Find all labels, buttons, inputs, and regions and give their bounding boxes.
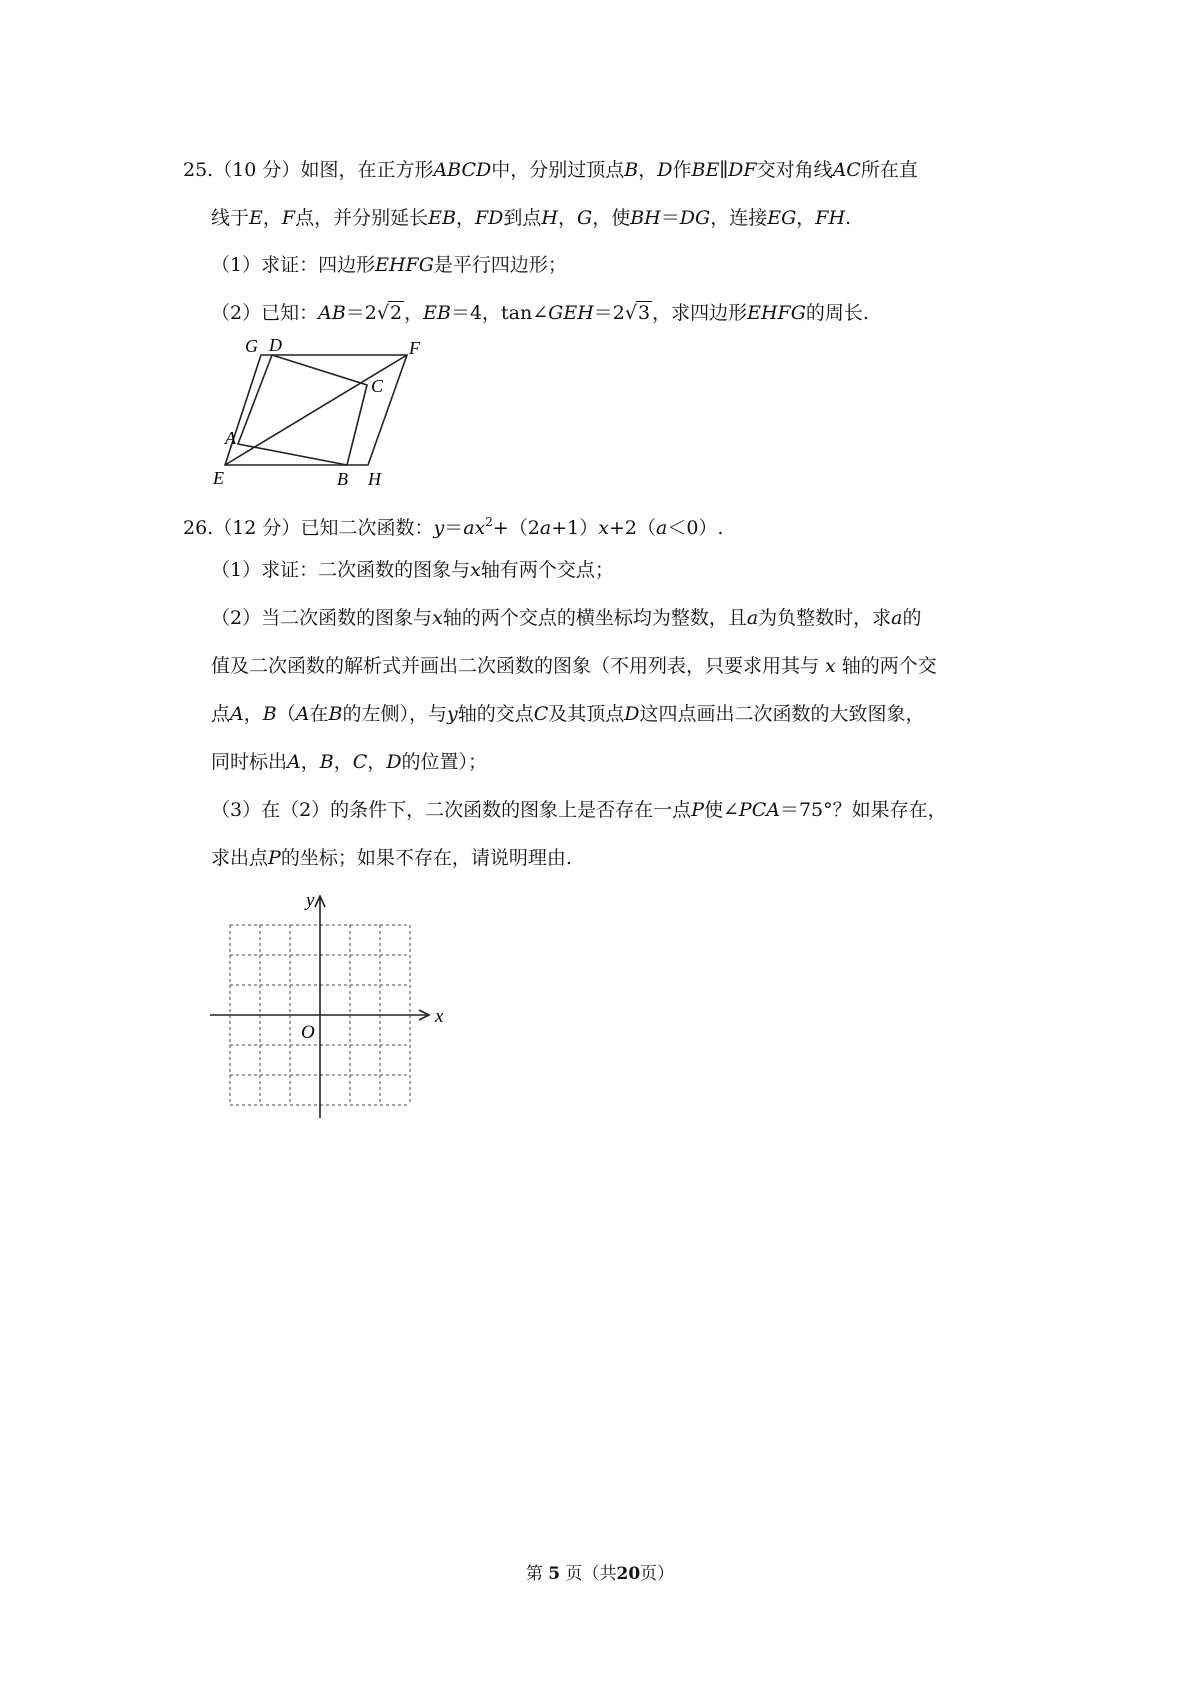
label-G: G bbox=[245, 338, 258, 356]
label-E: E bbox=[213, 468, 224, 488]
q26-part-2-line-2: 值及二次函数的解析式并画出二次函数的图象（不用列表，只要求用其与 x 轴的两个交 bbox=[211, 655, 937, 677]
y-axis-label: y bbox=[306, 890, 315, 911]
label-F: F bbox=[409, 338, 420, 358]
label-C: C bbox=[371, 376, 384, 396]
x-axis-label: x bbox=[435, 1006, 444, 1027]
label-B: B bbox=[337, 469, 348, 488]
q26-part-1: （1）求证：二次函数的图象与x轴有两个交点； bbox=[211, 559, 614, 581]
label-A: A bbox=[225, 428, 236, 448]
page-footer: 第 5 页（共20页） bbox=[525, 1564, 675, 1584]
q26-part-3-line-1: （3）在（2）的条件下，二次函数的图象上是否存在一点P使∠PCA＝75°？如果存在， bbox=[211, 799, 947, 821]
q26-coordinate-grid bbox=[205, 890, 455, 1120]
label-H: H bbox=[368, 469, 381, 488]
q26-part-2-line-1: （2）当二次函数的图象与x轴的两个交点的横坐标均为整数，且a为负整数时，求a的 bbox=[211, 607, 922, 629]
label-D: D bbox=[269, 338, 282, 355]
square-ABCD bbox=[238, 355, 367, 465]
q26-stem: 26.（12 分）已知二次函数：$y=ax^2+(2a+1)x+2(a<0)$. bbox=[183, 515, 724, 539]
q25-stem-line-1: 25.（10 分）如图，在正方形ABCD中，分别过顶点B，D作BE∥DF交对角线AC所在直 bbox=[183, 159, 918, 181]
line-EF bbox=[225, 355, 407, 465]
q25-part-1: （1）求证：四边形EHFG是平行四边形； bbox=[211, 254, 567, 276]
q25-figure bbox=[205, 338, 425, 488]
q25-part-2: （2）已知：AB＝2√2 ，EB＝4，tan∠GEH＝2√3 ，求四边形EHFG的周长. bbox=[211, 302, 869, 324]
q26-part-2-line-4: 同时标出A，B，C，D的位置）； bbox=[211, 751, 488, 773]
q26-part-3-line-2: 求出点P的坐标；如果不存在，请说明理由. bbox=[211, 847, 572, 869]
q25-stem-line-2: 线于E，F点，并分别延长EB，FD到点H，G，使BH＝DG，连接EG，FH. bbox=[211, 207, 852, 229]
origin-label: O bbox=[301, 1022, 315, 1043]
q26-part-2-line-3: 点A，B（A在B的左侧），与y轴的交点C及其顶点D这四点画出二次函数的大致图象， bbox=[211, 703, 925, 725]
